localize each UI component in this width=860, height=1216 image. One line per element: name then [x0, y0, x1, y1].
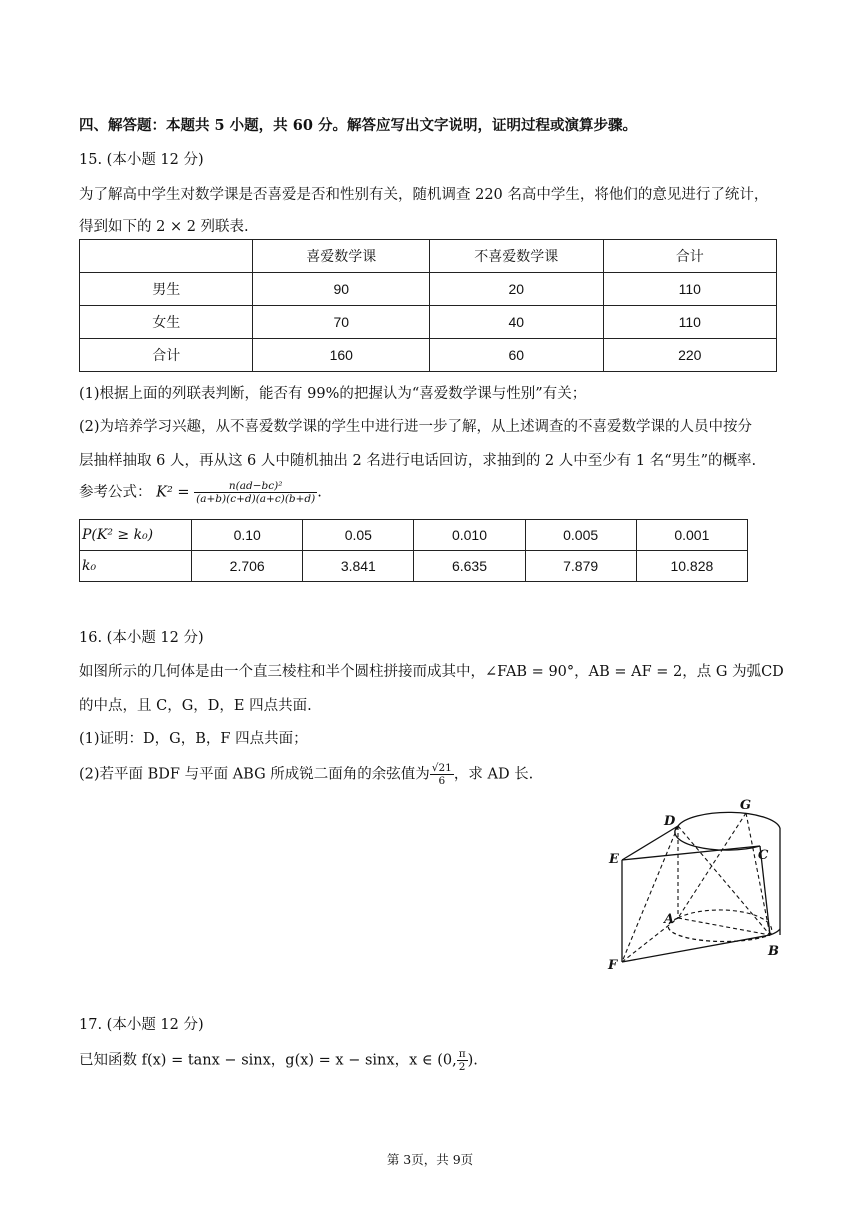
- formula-fraction: [194, 480, 317, 505]
- q16-line1: 如图所示的几何体是由一个直三棱柱和半个圆柱拼接而成其中，∠FAB = 90°，AB = AF = 2，点 G 为弧CD: [79, 664, 784, 680]
- q17-line1-pre: 已知函数 f(x) = tanx − sinx，g(x) = x − sinx，x ∈ (0,: [79, 1052, 457, 1069]
- q17-line1-post: ).: [467, 1052, 478, 1069]
- table-cell: 60: [430, 339, 603, 372]
- label-G: G: [740, 798, 752, 813]
- table-cell: 110: [603, 306, 776, 339]
- pi-over-two-fraction: [457, 1048, 468, 1073]
- label-E: E: [609, 852, 619, 867]
- table-header-row: [80, 240, 777, 273]
- q16-part2-pre: (2)若平面 BDF 与平面 ABG 所成锐二面角的余弦值为: [79, 766, 430, 783]
- table-row-label: k₀: [80, 551, 192, 582]
- q16-part2-post: ，求 AD 长.: [453, 766, 534, 783]
- table-cell: 110: [603, 273, 776, 306]
- critical-value-table: [79, 519, 748, 582]
- q16-part2: [79, 762, 533, 787]
- q15-intro-line2: 得到如下的 2 × 2 列联表.: [79, 219, 249, 235]
- table-cell: 女生: [80, 306, 253, 339]
- label-B: B: [768, 944, 779, 959]
- table-row-label: P(K² ≥ k₀): [80, 520, 192, 551]
- fraction-denominator: 2: [458, 1061, 466, 1074]
- table-cell: 合计: [80, 339, 253, 372]
- table-cell: 40: [430, 306, 603, 339]
- table-cell: 220: [603, 339, 776, 372]
- label-A: A: [664, 912, 675, 927]
- table-cell: 0.10: [192, 520, 303, 551]
- reference-formula: [79, 480, 322, 505]
- formula-end: .: [317, 484, 322, 501]
- table-row: [80, 520, 748, 551]
- q17-title: 17. (本小题 12 分): [79, 1017, 204, 1033]
- q17-line1: [79, 1048, 478, 1073]
- table-header-cell: [80, 240, 253, 273]
- table-header-cell: 喜爱数学课: [253, 240, 430, 273]
- table-cell: 20: [430, 273, 603, 306]
- table-cell: 160: [253, 339, 430, 372]
- q16-part1: (1)证明：D，G，B，F 四点共面；: [79, 731, 308, 747]
- formula-denominator: (a+b)(c+d)(a+c)(b+d): [196, 493, 316, 506]
- page-footer: 第 3页，共 9页: [386, 1152, 474, 1167]
- formula-numerator: n(ad−bc)²: [194, 480, 317, 493]
- q16-line2: 的中点，且 C，G，D，E 四点共面.: [79, 698, 312, 714]
- table-cell: 0.005: [525, 520, 636, 551]
- formula-lhs: K² =: [156, 484, 190, 501]
- label-D: D: [664, 814, 676, 829]
- table-cell: 0.001: [636, 520, 747, 551]
- table-cell: 90: [253, 273, 430, 306]
- fraction-numerator: √21: [431, 762, 452, 774]
- table-row: [80, 339, 777, 372]
- table-cell: 10.828: [636, 551, 747, 582]
- cosine-fraction: [430, 762, 454, 787]
- table-header-cell: 不喜爱数学课: [430, 240, 603, 273]
- table-header-cell: 合计: [603, 240, 776, 273]
- table-row: [80, 306, 777, 339]
- fraction-denominator: 6: [438, 775, 446, 788]
- table-row: [80, 273, 777, 306]
- q15-title: 15. (本小题 12 分): [79, 152, 204, 168]
- formula-label: 参考公式：: [79, 484, 152, 501]
- fraction-numerator: π: [458, 1048, 466, 1060]
- table-cell: 7.879: [525, 551, 636, 582]
- table-row: [80, 551, 748, 582]
- table-cell: 0.05: [303, 520, 414, 551]
- section-heading: 四、解答题：本题共 5 小题，共 60 分。解答应写出文字说明，证明过程或演算步骤。: [79, 117, 637, 134]
- table-cell: 70: [253, 306, 430, 339]
- label-F: F: [608, 958, 618, 973]
- label-C: C: [758, 848, 769, 863]
- q15-intro-line1: 为了解高中学生对数学课是否喜爱是否和性别有关，随机调查 220 名高中学生，将他们的意见进行了统计，: [79, 187, 769, 203]
- q15-part2-line1: (2)为培养学习兴趣，从不喜爱数学课的学生中进行进一步了解，从上述调查的不喜爱数学课的人员中按分: [79, 419, 753, 435]
- q16-title: 16. (本小题 12 分): [79, 630, 204, 646]
- table-cell: 6.635: [414, 551, 525, 582]
- table-cell: 2.706: [192, 551, 303, 582]
- contingency-table: [79, 239, 777, 372]
- geometry-figure: [600, 795, 800, 975]
- q15-part1: (1)根据上面的列联表判断，能否有 99%的把握认为“喜爱数学课与性别”有关；: [79, 386, 587, 402]
- table-cell: 3.841: [303, 551, 414, 582]
- table-cell: 男生: [80, 273, 253, 306]
- q15-part2-line2: 层抽样抽取 6 人，再从这 6 人中随机抽出 2 名进行电话回访，求抽到的 2 人中至少有 1 名“男生”的概率.: [79, 453, 757, 469]
- table-cell: 0.010: [414, 520, 525, 551]
